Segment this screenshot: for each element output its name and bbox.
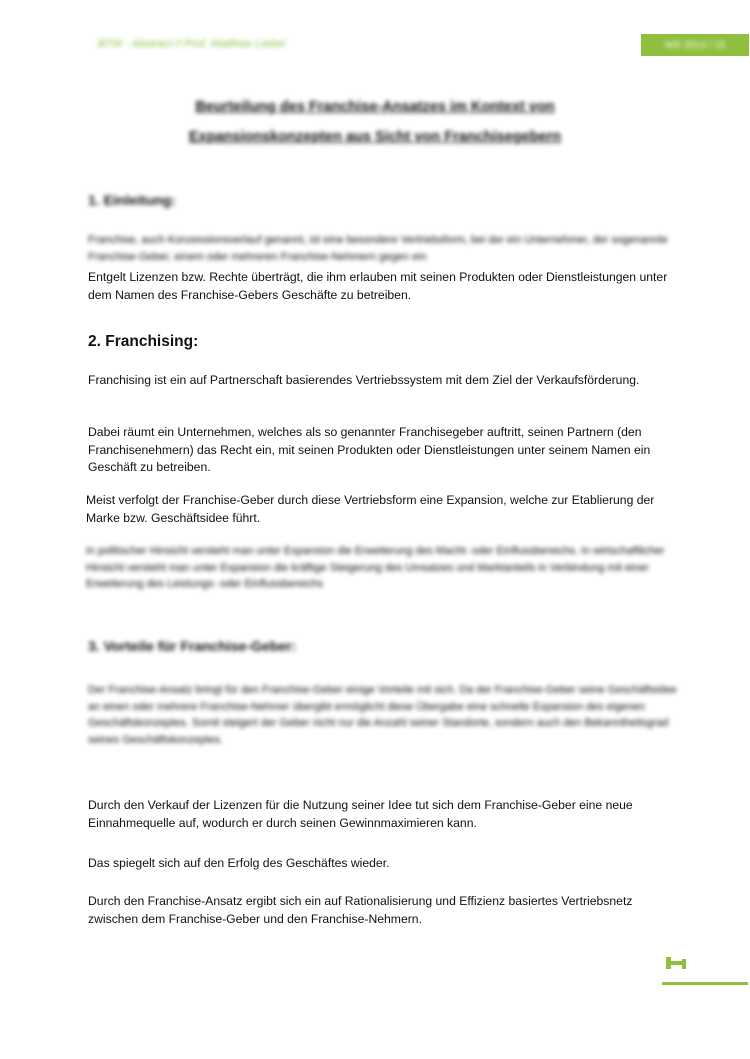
title-line-2: Expansionskonzepten aus Sicht von Franchisegebern: [188, 129, 562, 145]
page-turn-icon[interactable]: [664, 955, 688, 971]
semester-badge: [641, 34, 749, 56]
advantages-paragraph-3: Durch den Franchise-Ansatz ergibt sich ein auf Rationalisierung und Effizienz basiertes Vertriebsnetz zwischen dem Franchise-Geber und den Franchise-Nehmern.: [88, 894, 633, 926]
intro-blurred-paragraph: Franchise, auch Konzessionsverlauf genannt, ist eine besondere Vertriebsform, bei der ein Unternehmer, der sogenannte Franchise-Geber, einem oder mehreren Franchise-Nehmern gegen ein: [88, 234, 668, 263]
section-heading-franchising: 2. Franchising:: [88, 333, 199, 350]
franchising-paragraph-3: Meist verfolgt der Franchise-Geber durch diese Vertriebsform eine Expansion, welche zur Etablierung der Marke bzw. Geschäftsidee führt.: [86, 493, 655, 525]
document-title: [120, 92, 630, 152]
advantages-paragraph-1: Durch den Verkauf der Lizenzen für die Nutzung seiner Idee tut sich dem Franchise-Geber eine neue Einnahmequelle auf, wodurch er durch seinen Gewinnmaximieren kann.: [88, 798, 633, 830]
title-line-1: Beurteilung des Franchise-Ansatzes im Kontext von: [195, 99, 555, 115]
section-heading-advantages: 3. Vorteile für Franchise-Geber:: [88, 638, 297, 654]
advantages-paragraph-2: Das spiegelt sich auf den Erfolg des Geschäftes wieder.: [88, 856, 390, 870]
expansion-blurred-paragraph: In politischer Hinsicht versteht man unter Expansion die Erweiterung des Macht- oder Einflussbereichs. In wirtschaftlicher Hinsicht versteht man unter Expansion die kräftige Steigerung des Umsatzes und Marktanteils in Verbindung mit einer Erweiterung des Leistungs- oder Einflussbereichs: [86, 545, 665, 590]
advantages-blurred-paragraph: Der Franchise-Ansatz bringt für den Franchise-Geber einige Vorteile mit sich. Da der Franchise-Geber seine Geschäftsidee an einen oder mehrere Franchise-Nehmer übergibt ermöglicht diese Übergabe eine schnelle Expansion des eigenen Geschäftskonzeptes. Somit steigert der Geber nicht nur die Anzahl seiner Standorte, sondern auch den Bekanntheitsgrad seines Geschäftskonzeptes.: [88, 684, 677, 746]
section-heading-introduction: 1. Einleitung:: [88, 192, 176, 208]
semester-badge-label: WS 2014 / 15: [664, 39, 726, 51]
franchising-paragraph-1: Franchising ist ein auf Partnerschaft basierendes Vertriebssystem mit dem Ziel der Verkaufsförderung.: [88, 373, 640, 387]
footer-divider: [662, 982, 748, 985]
header-author: BTW - Abstract // Prof. Matthias Liebel: [98, 38, 285, 50]
franchising-paragraph-2: Dabei räumt ein Unternehmen, welches als so genannter Franchisegeber auftritt, seinen Partnern (den Franchisenehmern) das Recht ein, mit seinen Produkten oder Dienstleistungen unter seinem Namen ein Geschäft zu betreiben.: [88, 425, 651, 474]
intro-paragraph: Entgelt Lizenzen bzw. Rechte überträgt, die ihm erlauben mit seinen Produkten oder Dienstleistungen unter dem Namen des Franchise-Gebers Geschäfte zu betreiben.: [88, 270, 668, 302]
